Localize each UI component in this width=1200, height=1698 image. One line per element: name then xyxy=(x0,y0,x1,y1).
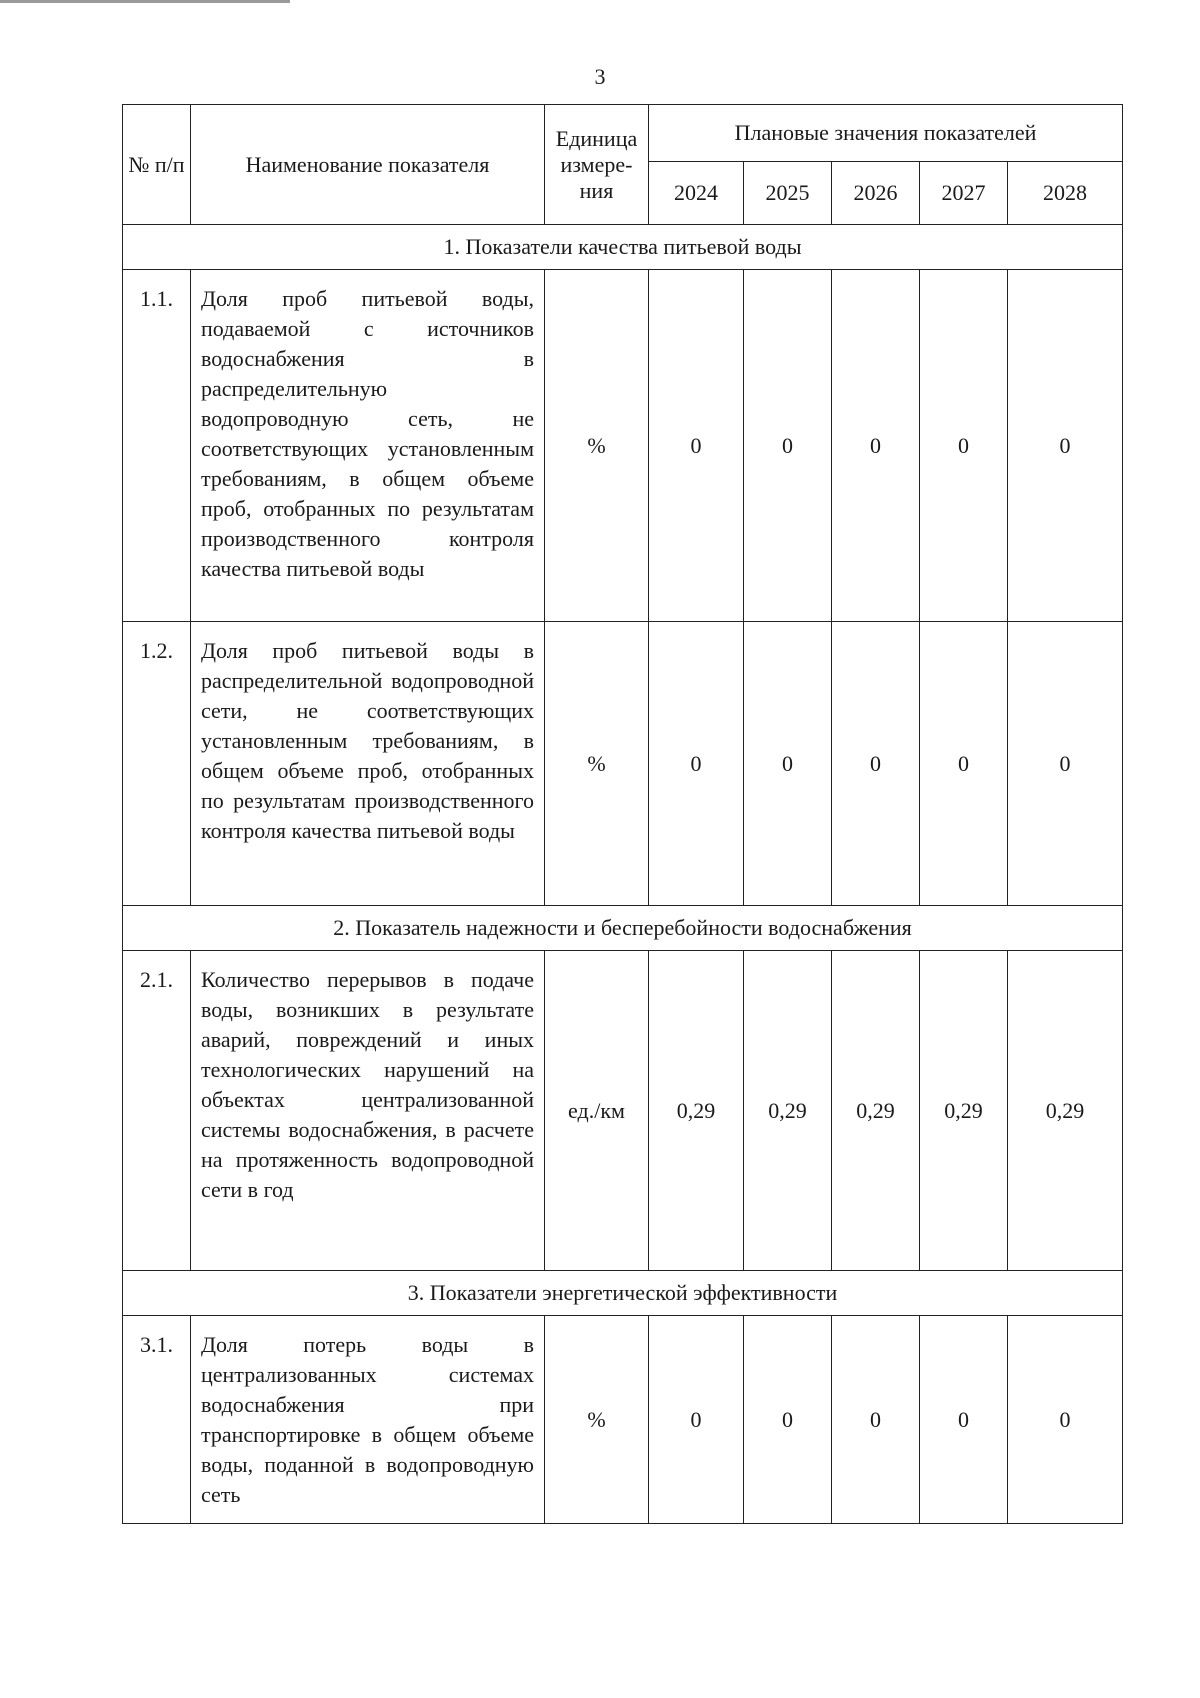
table-row xyxy=(123,1316,1123,1524)
header-year: 2024 xyxy=(649,162,744,225)
row-num: 2.1. xyxy=(123,951,191,1271)
row-name: Доля потерь воды в централизованных системах водоснабжения при транспортировке в общем объеме воды, поданной в водопроводную сеть xyxy=(191,1316,545,1524)
table-row xyxy=(123,270,1123,622)
section-row xyxy=(123,1271,1123,1316)
header-plan-group: Плановые значения показателей xyxy=(649,105,1123,162)
header-year: 2025 xyxy=(744,162,832,225)
row-name: Доля проб питьевой воды, подаваемой с источников водоснабжения в распределительную водопроводную сеть, не соответствующих установленным требованиям, в общем объеме проб, отобранных по результатам производственного контроля качества питьевой воды xyxy=(191,270,545,622)
indicators-table xyxy=(122,104,1123,1524)
table-row xyxy=(123,622,1123,906)
row-value: 0 xyxy=(744,1316,832,1524)
row-value: 0 xyxy=(744,622,832,906)
row-num: 3.1. xyxy=(123,1316,191,1524)
row-unit: ед./км xyxy=(545,951,649,1271)
header-year: 2027 xyxy=(920,162,1008,225)
header-num: № п/п xyxy=(123,105,191,225)
section-title: 2. Показатель надежности и бесперебойности водоснабжения xyxy=(123,906,1123,951)
row-unit: % xyxy=(545,1316,649,1524)
scan-edge-mark xyxy=(0,0,290,3)
header-unit: Единица измере-ния xyxy=(545,105,649,225)
header-year: 2028 xyxy=(1008,162,1123,225)
row-value: 0 xyxy=(920,1316,1008,1524)
row-value: 0 xyxy=(832,1316,920,1524)
row-name: Количество перерывов в подаче воды, возникших в результате аварий, повреждений и иных технологических нарушений на объектах централизованной системы водоснабжения, в расчете на протяженность водопроводной сети в год xyxy=(191,951,545,1271)
row-unit: % xyxy=(545,622,649,906)
row-value: 0 xyxy=(1008,270,1123,622)
header-name: Наименование показателя xyxy=(191,105,545,225)
row-value: 0 xyxy=(832,270,920,622)
row-value: 0,29 xyxy=(920,951,1008,1271)
row-value: 0 xyxy=(920,270,1008,622)
row-value: 0 xyxy=(649,622,744,906)
row-value: 0 xyxy=(832,622,920,906)
row-value: 0,29 xyxy=(1008,951,1123,1271)
row-num: 1.1. xyxy=(123,270,191,622)
row-value: 0 xyxy=(920,622,1008,906)
table-row xyxy=(123,951,1123,1271)
section-title: 1. Показатели качества питьевой воды xyxy=(123,225,1123,270)
row-value: 0 xyxy=(1008,1316,1123,1524)
row-value: 0,29 xyxy=(832,951,920,1271)
row-num: 1.2. xyxy=(123,622,191,906)
row-unit: % xyxy=(545,270,649,622)
page-number: 3 xyxy=(594,64,606,89)
row-value: 0 xyxy=(1008,622,1123,906)
row-value: 0 xyxy=(649,1316,744,1524)
row-value: 0,29 xyxy=(744,951,832,1271)
row-value: 0 xyxy=(744,270,832,622)
header-year: 2026 xyxy=(832,162,920,225)
row-name: Доля проб питьевой воды в распределительной водопроводной сети, не соответствующих установленным требованиям, в общем объеме проб, отобранных по результатам производственного контроля качества питьевой воды xyxy=(191,622,545,906)
header-row-1 xyxy=(123,105,1123,162)
section-title: 3. Показатели энергетической эффективности xyxy=(123,1271,1123,1316)
row-value: 0 xyxy=(649,270,744,622)
section-row xyxy=(123,906,1123,951)
row-value: 0,29 xyxy=(649,951,744,1271)
section-row xyxy=(123,225,1123,270)
